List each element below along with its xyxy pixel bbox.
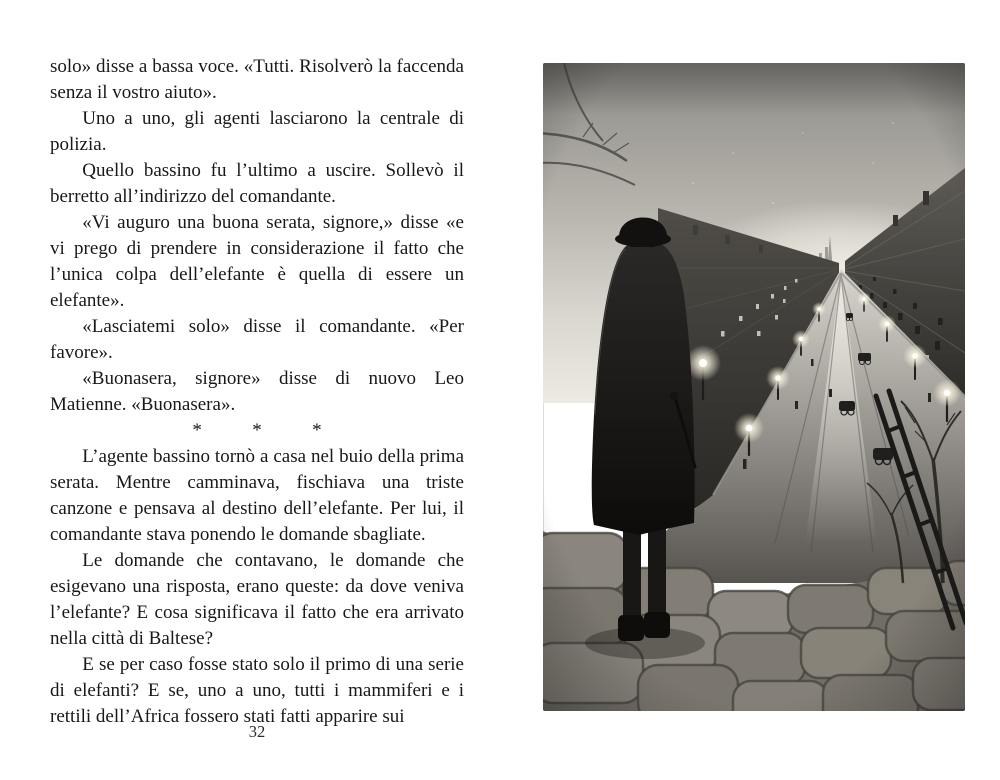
page-number: 32 <box>248 722 266 741</box>
paragraph: Uno a uno, gli agenti lasciarono la centrale di polizia. <box>50 108 464 155</box>
illustration-canvas <box>543 63 965 711</box>
left-page <box>50 54 464 730</box>
paragraph: solo» disse a bassa voce. «Tutti. Risolverò la faccenda senza il vostro aiuto». <box>50 56 464 103</box>
paragraph: Le domande che contavano, le domande che esigevano una risposta, erano queste: da dove veniva l’elefante? E cosa significava il fatto che era arrivato nella città di Baltese? <box>50 550 464 649</box>
paragraph: L’agente bassino tornò a casa nel buio della prima serata. Mentre camminava, fischiava una triste canzone e pensava al destino dell’elefante. Per lui, il comandante stava ponendo le domande sbagliate. <box>50 446 464 545</box>
text-block <box>50 54 464 730</box>
illustration-man-overlooking-street <box>543 63 965 711</box>
paragraph: «Buonasera, signore» disse di nuovo Leo Matienne. «Buonasera». <box>50 368 464 415</box>
vignette <box>543 63 965 711</box>
section-separator: * * * <box>192 420 322 441</box>
paragraph: «Lasciatemi solo» disse il comandante. «Per favore». <box>50 316 464 363</box>
paragraph: E se per caso fosse stato solo il primo di una serie di elefanti? E se, uno a uno, tutti i mammiferi e i rettili dell’Africa fossero stati fatti apparire sui <box>50 654 464 727</box>
paragraph: Quello bassino fu l’ultimo a uscire. Sollevò il berretto all’indirizzo del comandante. <box>50 160 464 207</box>
paragraph: «Vi auguro una buona serata, signore,» disse «e vi prego di prendere in considerazione il fatto che l’unica colpa dell’elefante è quella di essere un elefante». <box>50 212 464 311</box>
